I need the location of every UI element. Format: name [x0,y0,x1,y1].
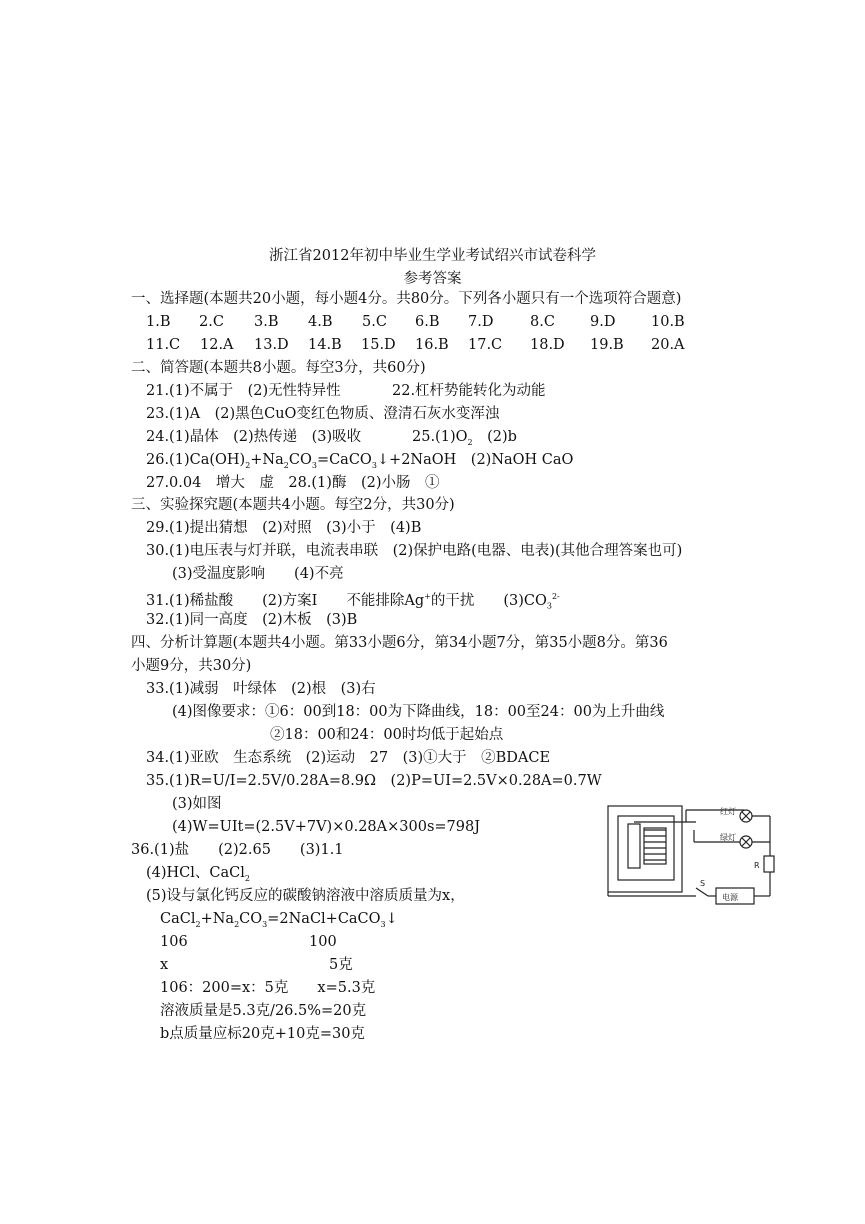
answer-q33-line1: 33.(1)减弱 叶绿体 (2)根 (3)右 [146,681,376,697]
ratio-left-106: 106 [160,934,188,950]
answer-q30-line1: 30.(1)电压表与灯并联，电流表串联 (2)保护电路(电器、电表)(其他合理答案也可) [146,543,683,559]
answer-q25: $25.(1)O_2$ (2)b [412,429,517,447]
answer-q35-line1: 35.(1)R=U/I=2.5V/0.28A=8.9Ω (2)P=UI=2.5V×0.28A=0.7W [146,773,602,789]
mc-answer: 17.C [468,337,503,353]
section1-heading: 一、选择题(本题共20小题，每小题4分。共80分。下列各小题只有一个选项符合题意) [131,291,682,307]
mc-answer: 8.C [530,314,555,330]
mc-answer: 13.D [254,337,289,353]
mc-answer: 12.A [200,337,234,353]
answer-q33-line2: (4)图像要求：①6：00到18：00为下降曲线，18：00至24：00为上升曲线 [172,704,665,720]
resistor-icon [764,856,774,872]
answer-q31: 31.(1)稀盐酸 (2)方案Ⅰ 不能排除Ag+的干扰 $(3)CO_3^{2-}$ [146,592,560,611]
section4-heading-line1: 四、分析计算题(本题共4小题。第33小题6分，第34小题7分，第35小题8分。第36 [131,635,668,651]
answer-q36-calc1: 106：200=x：5克 x=5.3克 [160,980,376,996]
label-red-lamp: 红灯 [720,807,736,816]
section4-heading-line2: 小题9分，共30分) [131,658,252,674]
ratio-right-100: 100 [309,934,337,950]
label-resistor: R [754,861,760,870]
answer-q35-line3: (4)W=UIt=(2.5V+7V)×0.28A×300s=798J [172,819,481,835]
document-title: 浙江省2012年初中毕业生学业考试绍兴市试卷科学 [269,248,596,264]
answer-q34: 34.(1)亚欧 生态系统 (2)运动 27 (3)①大于 ②BDACE [146,750,551,766]
section2-heading: 二、简答题(本题共8小题。每空3分，共60分) [131,360,426,376]
answer-q32: 32.(1)同一高度 (2)木板 (3)B [146,612,358,628]
mc-answer: 16.B [415,337,449,353]
mc-answer: 1.B [146,314,171,330]
label-power: 电源 [722,893,738,902]
ratio-left-x: x [160,957,169,973]
answer-q36-line2: (4)HCl、CaCl$_2$ [146,865,250,883]
mc-answer: 2.C [199,314,224,330]
switch-icon [696,888,708,896]
answer-q23: 23.(1)A (2)黑色CuO变红色物质、澄清石灰水变浑浊 [146,406,500,422]
mc-answer: 9.D [590,314,616,330]
answer-q36-calc2: 溶液质量是5.3克/26.5%=20克 [160,1003,367,1019]
answer-q35-line2: (3)如图 [172,796,222,812]
ratio-right-5g: 5克 [329,957,353,973]
mc-answer: 3.B [254,314,279,330]
mc-answer: 20.A [651,337,685,353]
coil-core [628,824,640,868]
answer-q27-q28: 27.0.04 增大 虚 28.(1)酶 (2)小肠 ① [146,475,440,491]
mc-answer: 11.C [146,337,181,353]
mc-answer: 5.C [362,314,387,330]
equation-line: $CaCl_2+Na_2CO_3=2NaCl+CaCO_3↓$ [160,911,398,929]
document-subtitle: 参考答案 [403,271,462,287]
circuit-diagram [604,800,776,908]
coil-winding [644,828,666,864]
label-switch: S [700,879,706,888]
mc-answer: 10.B [651,314,685,330]
answer-q30-line2: (3)受温度影响 (4)不亮 [172,566,344,582]
answer-q29: 29.(1)提出猜想 (2)对照 (3)小于 (4)B [146,520,422,536]
mc-answer: 7.D [468,314,494,330]
answer-q24: 24.(1)晶体 (2)热传递 (3)吸收 [146,429,362,445]
section3-heading: 三、实验探究题(本题共4小题。每空2分，共30分) [131,497,455,513]
answer-q36-line1: 36.(1)盐 (2)2.65 (3)1.1 [131,842,344,858]
answer-q33-line3: ②18：00和24：00时均低于起始点 [270,727,504,743]
answer-q21: 21.(1)不属于 (2)无性特异性 [146,383,341,399]
mc-answer: 19.B [590,337,624,353]
mc-answer: 4.B [308,314,333,330]
answer-q36-line3: (5)设与氯化钙反应的碳酸钠溶液中溶质质量为x， [146,888,465,904]
answer-q26: $26.(1)Ca(OH)_2+Na_2CO_3=CaCO_3↓+2NaOH$ (2)NaOH CaO [146,452,574,470]
label-green-lamp: 绿灯 [720,833,736,842]
answer-q22: 22.杠杆势能转化为动能 [392,383,546,399]
answer-q36-calc3: b点质量应标20克+10克=30克 [160,1026,365,1042]
mc-answer: 18.D [530,337,565,353]
mc-answer: 15.D [361,337,396,353]
mc-answer: 6.B [415,314,440,330]
mc-answer: 14.B [308,337,342,353]
relay-outer-frame [608,806,682,892]
